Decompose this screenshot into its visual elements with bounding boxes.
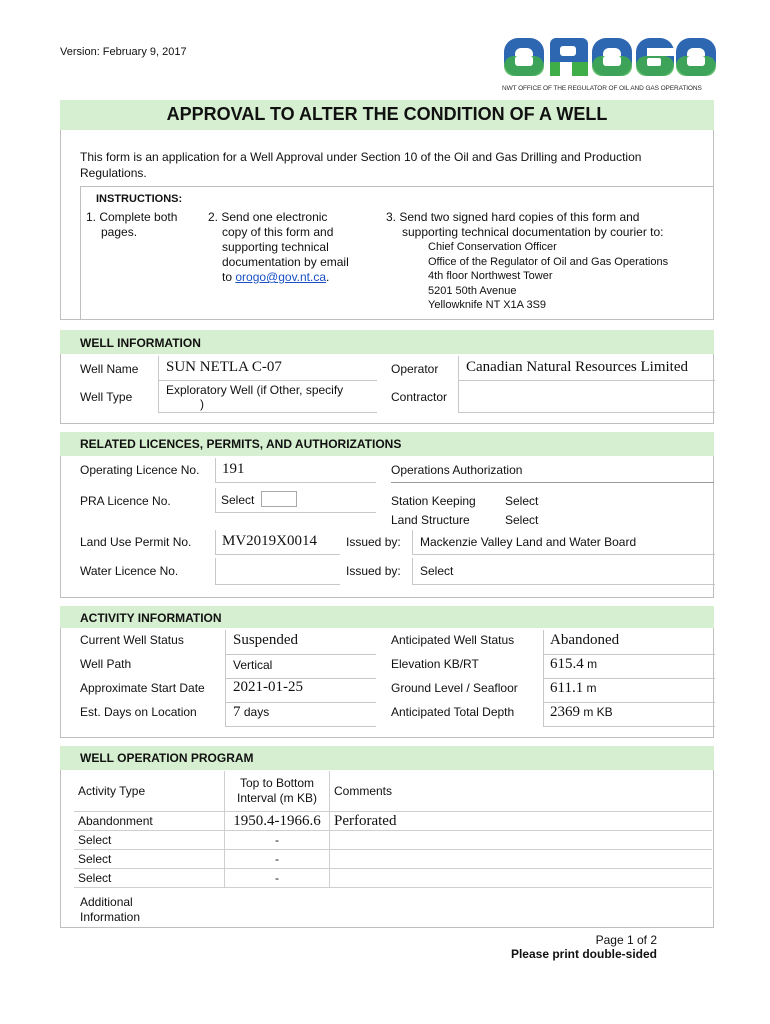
activity-heading: ACTIVITY INFORMATION bbox=[80, 611, 222, 625]
row-activity-select[interactable]: Select bbox=[74, 831, 225, 850]
interval-header bbox=[225, 771, 330, 812]
version-text: Version: February 9, 2017 bbox=[60, 46, 187, 58]
operating-licence-value: 191 bbox=[222, 461, 245, 477]
page-number: Page 1 of 2 bbox=[595, 933, 657, 947]
table-row bbox=[74, 831, 712, 850]
station-keeping-select[interactable]: Select bbox=[505, 494, 539, 508]
interval-header-line2: Interval (m KB) bbox=[236, 791, 317, 805]
well-path-select[interactable]: Vertical bbox=[233, 658, 273, 672]
water-licence-label: Water Licence No. bbox=[80, 564, 179, 578]
page-title: APPROVAL TO ALTER THE CONDITION OF A WELL bbox=[166, 104, 608, 124]
operating-licence-label: Operating Licence No. bbox=[80, 463, 200, 477]
table-row bbox=[74, 869, 712, 888]
additional-info-line1: Additional bbox=[80, 895, 133, 909]
orogo-logo bbox=[502, 34, 716, 94]
instruction-step1-line2: pages. bbox=[101, 225, 138, 239]
table-row bbox=[74, 812, 712, 831]
instruction-step2-line3: supporting technical bbox=[222, 240, 329, 254]
water-licence-field[interactable] bbox=[215, 558, 340, 585]
instruction-step2-line2: copy of this form and bbox=[222, 225, 334, 239]
row-interval[interactable]: - bbox=[225, 869, 330, 888]
row-activity-select[interactable]: Abandonment bbox=[74, 812, 225, 831]
orogo-email-link[interactable]: orogo@gov.nt.ca bbox=[235, 270, 327, 284]
well-path-label: Well Path bbox=[80, 657, 132, 671]
pra-licence-select[interactable]: Select bbox=[221, 493, 255, 507]
row-interval[interactable]: 1950.4-1966.6 bbox=[225, 812, 330, 831]
ground-level-unit: m bbox=[586, 681, 597, 695]
current-status-label: Current Well Status bbox=[80, 633, 184, 647]
activity-type-header: Activity Type bbox=[74, 771, 225, 812]
instruction-step2-line1: 2. Send one electronic bbox=[208, 210, 328, 224]
comments-header: Comments bbox=[330, 771, 713, 812]
total-depth-value: 2369 bbox=[550, 704, 580, 720]
additional-info-line2: Information bbox=[80, 910, 141, 924]
well-operation-table bbox=[74, 771, 712, 888]
days-value-group bbox=[233, 704, 269, 721]
row-interval[interactable]: - bbox=[225, 850, 330, 869]
contractor-field[interactable] bbox=[458, 380, 715, 413]
well-name-label: Well Name bbox=[80, 362, 139, 376]
elevation-unit: m bbox=[587, 657, 598, 671]
address-line: 5201 50th Avenue bbox=[428, 284, 517, 297]
additional-info-label bbox=[80, 895, 140, 925]
operator-label: Operator bbox=[391, 362, 439, 376]
program-heading: WELL OPERATION PROGRAM bbox=[80, 751, 254, 765]
orogo-logo-wordmark bbox=[502, 34, 716, 80]
row-comments[interactable] bbox=[330, 869, 713, 888]
address-line: Chief Conservation Officer bbox=[428, 241, 557, 253]
table-row bbox=[74, 850, 712, 869]
total-depth-label: Anticipated Total Depth bbox=[391, 705, 515, 719]
instruction-step3-line2: supporting technical documentation by courier to: bbox=[402, 225, 664, 239]
well-info-heading: WELL INFORMATION bbox=[80, 336, 201, 350]
start-date-value: 2021-01-25 bbox=[233, 679, 303, 695]
ground-level-label: Ground Level / Seafloor bbox=[391, 681, 518, 695]
well-name-value: SUN NETLA C-07 bbox=[166, 359, 282, 375]
land-structure-select[interactable]: Select bbox=[505, 513, 539, 527]
address-line: Yellowknife NT X1A 3S9 bbox=[428, 299, 547, 311]
instruction-step2-line4: documentation by email bbox=[222, 255, 349, 269]
pra-licence-label: PRA Licence No. bbox=[80, 494, 171, 508]
additional-info-field[interactable] bbox=[165, 894, 713, 926]
anticipated-status-label: Anticipated Well Status bbox=[391, 633, 515, 647]
instructions-heading: INSTRUCTIONS: bbox=[96, 193, 183, 205]
row-comments[interactable] bbox=[330, 831, 713, 850]
station-keeping-label: Station Keeping bbox=[391, 494, 476, 508]
well-type-value-line1: Exploratory Well (if Other, specify bbox=[166, 383, 344, 397]
ops-auth-label: Operations Authorization bbox=[391, 463, 523, 477]
row-comments[interactable] bbox=[330, 850, 713, 869]
well-type-label: Well Type bbox=[80, 390, 133, 404]
instruction-step2-to: to bbox=[222, 270, 236, 284]
contractor-label: Contractor bbox=[391, 390, 448, 404]
intro-text-line1: This form is an application for a Well Approval under Section 10 of the Oil and Gas Drilling and Production bbox=[80, 150, 642, 164]
orogo-logo-subtitle: NWT OFFICE OF THE REGULATOR OF OIL AND GAS OPERATIONS bbox=[502, 85, 702, 92]
ground-level-value: 611.1 bbox=[550, 680, 584, 696]
instruction-step1-line1: 1. Complete both bbox=[86, 210, 178, 224]
land-use-permit-value: MV2019X0014 bbox=[222, 533, 318, 549]
current-status-select[interactable]: Suspended bbox=[233, 632, 298, 648]
well-type-value-line2: ) bbox=[200, 397, 204, 411]
elevation-value: 615.4 bbox=[550, 656, 584, 672]
anticipated-status-select[interactable]: Abandoned bbox=[550, 632, 620, 648]
days-value: 7 bbox=[233, 704, 241, 720]
days-on-location-label: Est. Days on Location bbox=[80, 705, 197, 719]
row-comments[interactable]: Perforated bbox=[330, 812, 713, 831]
water-issued-by-label: Issued by: bbox=[346, 564, 401, 578]
row-activity-select[interactable]: Select bbox=[74, 850, 225, 869]
interval-header-line1: Top to Bottom bbox=[239, 776, 315, 790]
print-note: Please print double-sided bbox=[510, 947, 657, 961]
intro-text-line2: Regulations. bbox=[80, 166, 147, 180]
table-header-row bbox=[74, 771, 712, 812]
ground-level-value-group bbox=[550, 680, 597, 697]
days-unit: days bbox=[243, 705, 270, 719]
pra-licence-input[interactable] bbox=[261, 491, 297, 507]
operator-value: Canadian Natural Resources Limited bbox=[466, 359, 689, 375]
instruction-step2-line5 bbox=[222, 270, 329, 284]
total-depth-unit: m KB bbox=[583, 705, 613, 719]
land-use-permit-label: Land Use Permit No. bbox=[80, 535, 192, 549]
licences-heading: RELATED LICENCES, PERMITS, AND AUTHORIZATIONS bbox=[80, 437, 402, 451]
instruction-step2-end: . bbox=[326, 270, 330, 284]
total-depth-value-group bbox=[550, 704, 613, 721]
row-interval[interactable]: - bbox=[225, 831, 330, 850]
courier-address bbox=[428, 240, 668, 313]
elevation-label: Elevation KB/RT bbox=[391, 657, 479, 671]
land-use-issued-by-label: Issued by: bbox=[346, 535, 401, 549]
water-issued-by-field bbox=[412, 558, 715, 585]
water-issued-by-select[interactable]: Select bbox=[420, 564, 454, 578]
instruction-step3-line1: 3. Send two signed hard copies of this form and bbox=[386, 210, 640, 224]
address-line: 4th floor Northwest Tower bbox=[428, 270, 553, 282]
elevation-value-group bbox=[550, 656, 597, 673]
land-use-issued-by-select[interactable]: Mackenzie Valley Land and Water Board bbox=[420, 535, 637, 549]
land-structure-label: Land Structure bbox=[391, 513, 470, 527]
row-activity-select[interactable]: Select bbox=[74, 869, 225, 888]
ops-auth-underline bbox=[391, 482, 714, 483]
address-line: Office of the Regulator of Oil and Gas Operations bbox=[428, 255, 669, 268]
start-date-label: Approximate Start Date bbox=[80, 681, 205, 695]
